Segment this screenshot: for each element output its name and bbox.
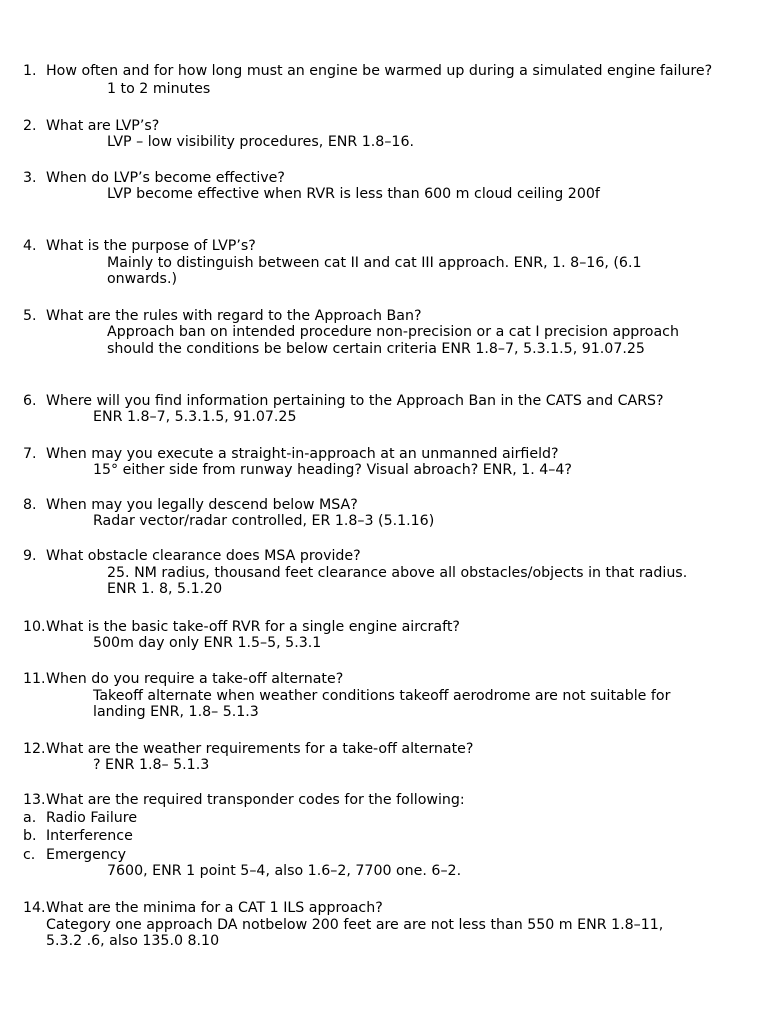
question-number: 7. bbox=[23, 446, 37, 462]
answer-line: 1 to 2 minutes bbox=[107, 81, 211, 97]
question-text: What are the minima for a CAT 1 ILS approach? bbox=[46, 900, 383, 916]
question-number: 1. bbox=[23, 63, 37, 79]
answer-line: landing ENR, 1.8– 5.1.3 bbox=[93, 704, 259, 720]
question-text: What are the required transponder codes for the following: bbox=[46, 792, 465, 808]
question-text: What is the purpose of LVP’s? bbox=[46, 238, 256, 254]
answer-line: 7600, ENR 1 point 5–4, also 1.6–2, 7700 one. 6–2. bbox=[107, 863, 462, 879]
list-item: Radio Failure bbox=[46, 810, 138, 826]
question-number: 2. bbox=[23, 118, 37, 134]
question-text: What obstacle clearance does MSA provide? bbox=[46, 548, 361, 564]
answer-line: LVP become effective when RVR is less than 600 m cloud ceiling 200f bbox=[107, 186, 600, 202]
question-text: What are LVP’s? bbox=[46, 118, 160, 134]
question-text: How often and for how long must an engine be warmed up during a simulated engine failure? bbox=[46, 63, 713, 79]
question-text: When do you require a take-off alternate? bbox=[46, 671, 344, 687]
answer-line: 15° either side from runway heading? Visual abroach? ENR, 1. 4–4? bbox=[93, 462, 572, 478]
question-text: Where will you find information pertaining to the Approach Ban in the CATS and CARS? bbox=[46, 393, 664, 409]
question-text: When may you legally descend below MSA? bbox=[46, 497, 358, 513]
question-text: When do LVP’s become effective? bbox=[46, 170, 285, 186]
answer-line: Radar vector/radar controlled, ER 1.8–3 (5.1.16) bbox=[93, 513, 435, 529]
answer-line: ? ENR 1.8– 5.1.3 bbox=[93, 757, 210, 773]
question-number: 4. bbox=[23, 238, 37, 254]
list-item: Emergency bbox=[46, 847, 127, 863]
answer-line: LVP – low visibility procedures, ENR 1.8–16. bbox=[107, 134, 414, 150]
question-text: What are the rules with regard to the Approach Ban? bbox=[46, 308, 422, 324]
answer-line: 5.3.2 .6, also 135.0 8.10 bbox=[46, 933, 220, 949]
question-number: 14. bbox=[23, 900, 46, 916]
question-text: What is the basic take-off RVR for a single engine aircraft? bbox=[46, 619, 460, 635]
question-number: 3. bbox=[23, 170, 37, 186]
question-number: 11. bbox=[23, 671, 46, 687]
answer-line: ENR 1. 8, 5.1.20 bbox=[107, 581, 223, 597]
answer-line: 500m day only ENR 1.5–5, 5.3.1 bbox=[93, 635, 322, 651]
answer-line: onwards.) bbox=[107, 271, 177, 287]
question-number: 5. bbox=[23, 308, 37, 324]
list-letter: c. bbox=[23, 847, 36, 863]
list-letter: b. bbox=[23, 828, 37, 844]
answer-line: 25. NM radius, thousand feet clearance above all obstacles/objects in that radius. bbox=[107, 565, 688, 581]
answer-line: Mainly to distinguish between cat II and cat III approach. ENR, 1. 8–16, (6.1 bbox=[107, 255, 642, 271]
list-letter: a. bbox=[23, 810, 37, 826]
answer-line: Takeoff alternate when weather conditions takeoff aerodrome are not suitable for bbox=[93, 688, 671, 704]
answer-line: Category one approach DA notbelow 200 feet are are not less than 550 m ENR 1.8–11, bbox=[46, 917, 664, 933]
list-item: Interference bbox=[46, 828, 133, 844]
question-text: What are the weather requirements for a take-off alternate? bbox=[46, 741, 474, 757]
question-number: 13. bbox=[23, 792, 46, 808]
question-text: When may you execute a straight-in-approach at an unmanned airfield? bbox=[46, 446, 559, 462]
question-number: 8. bbox=[23, 497, 37, 513]
question-number: 10. bbox=[23, 619, 46, 635]
question-number: 9. bbox=[23, 548, 37, 564]
question-number: 12. bbox=[23, 741, 46, 757]
answer-line: Approach ban on intended procedure non-precision or a cat I precision approach bbox=[107, 324, 679, 340]
answer-line: should the conditions be below certain criteria ENR 1.8–7, 5.3.1.5, 91.07.25 bbox=[107, 341, 645, 357]
question-number: 6. bbox=[23, 393, 37, 409]
answer-line: ENR 1.8–7, 5.3.1.5, 91.07.25 bbox=[93, 409, 297, 425]
